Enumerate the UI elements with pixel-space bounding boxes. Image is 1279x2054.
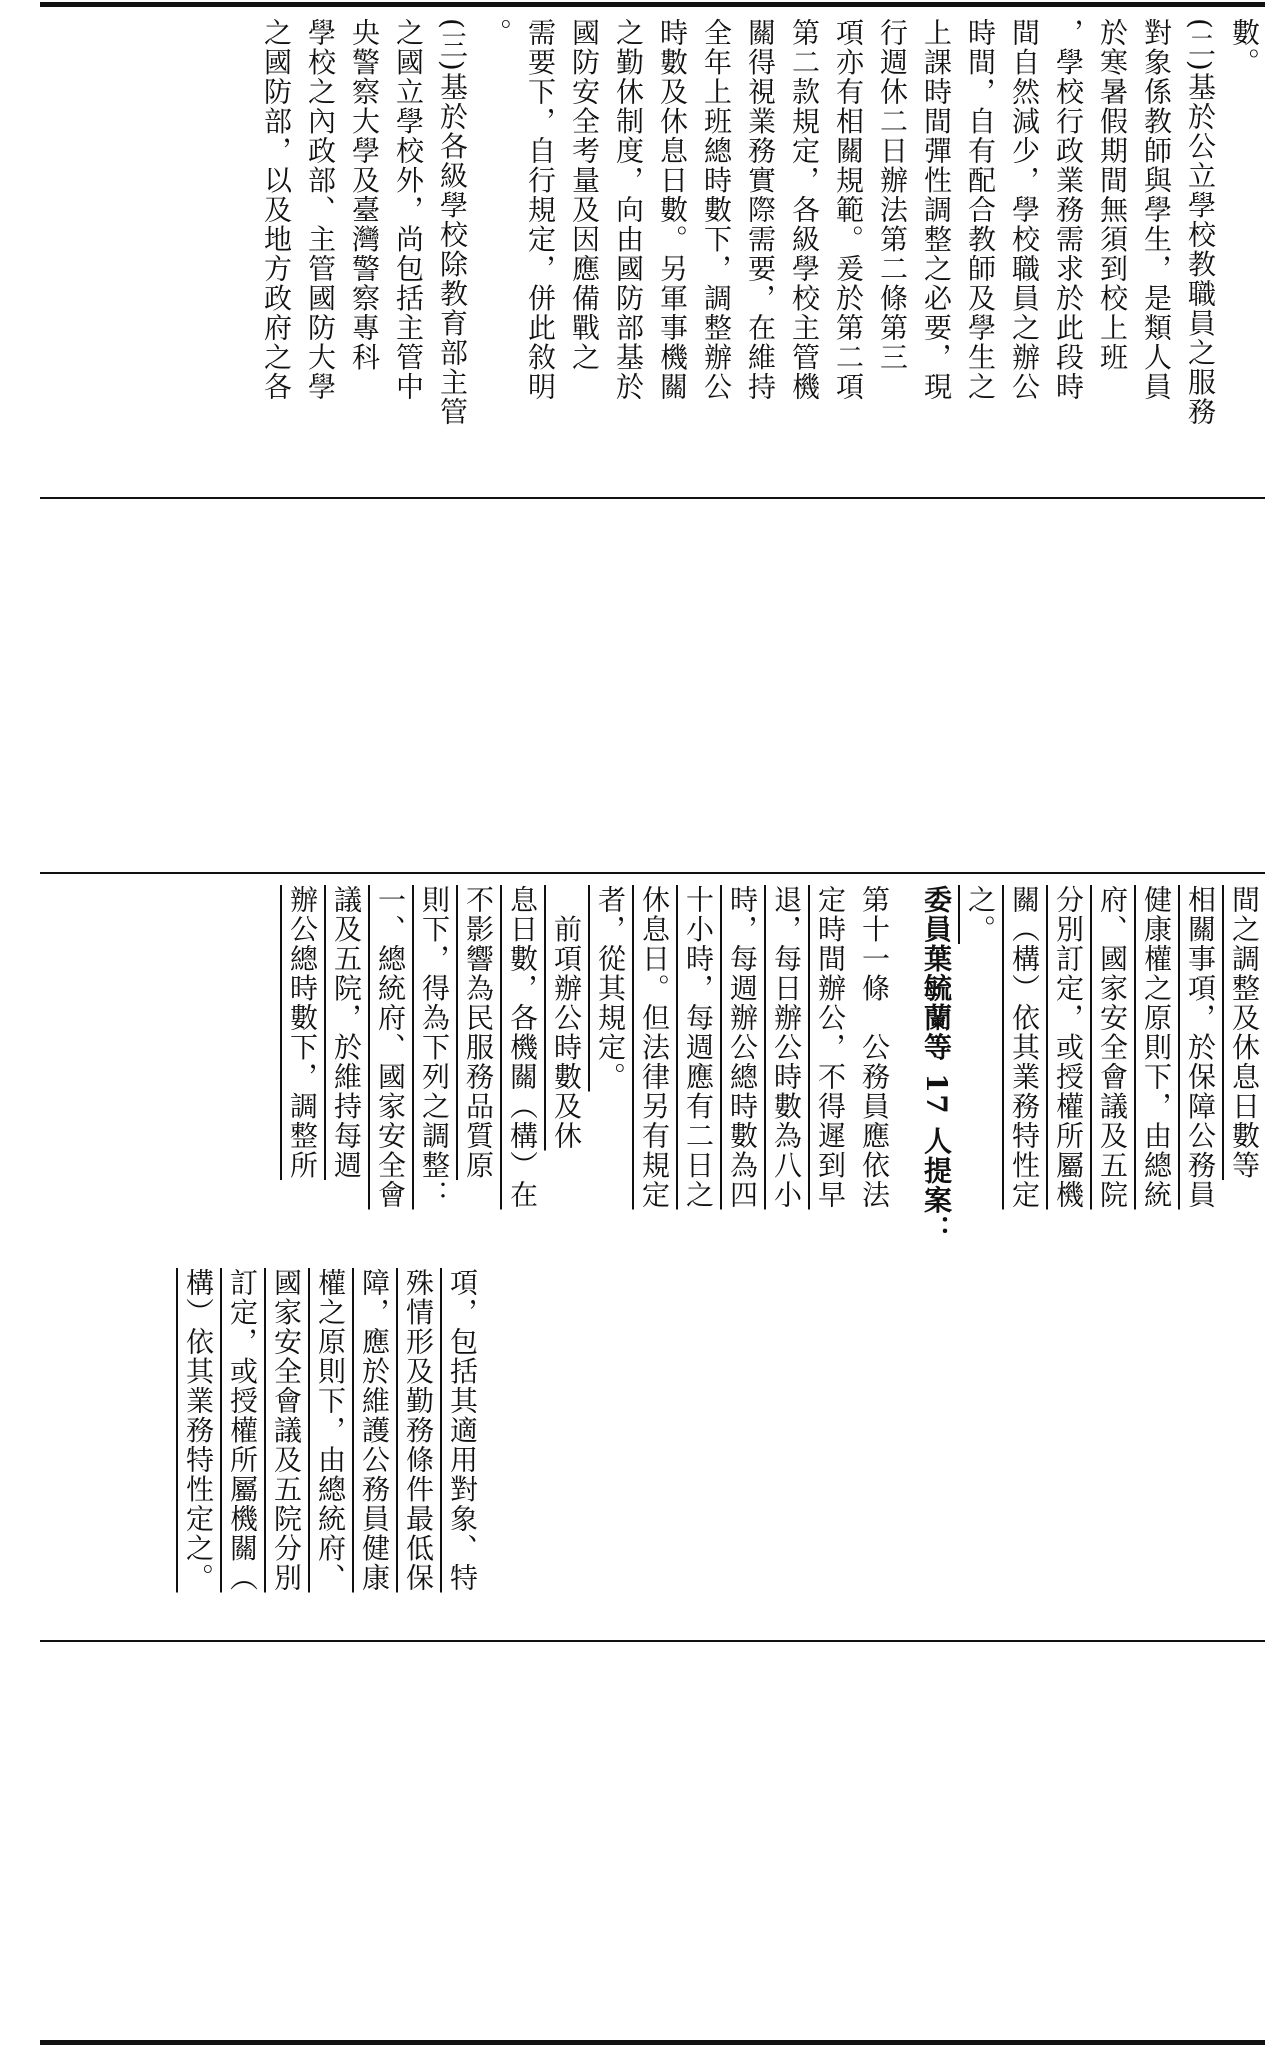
text-line: ，學校行政業務需求於此段時: [1052, 18, 1085, 402]
text-line: 者，從其規定。: [594, 885, 627, 1092]
text-line: 不影響為民服務品質原: [462, 885, 495, 1180]
text-line: 時，每週辦公總時數為四: [726, 885, 759, 1210]
text-line: 對象係教師與學生，是類人員: [1140, 18, 1173, 402]
text-line: 之勤休制度，向由國防部基於: [612, 18, 645, 402]
text-line: 間自然減少，學校職員之辦公: [1008, 18, 1041, 402]
text-line: 十小時，每週應有二日之: [682, 885, 715, 1210]
text-line: 時間，自有配合教師及學生之: [964, 18, 997, 402]
amendment-text-block: [44, 885, 1266, 1265]
text-line: 辦公總時數下，調整所: [286, 885, 319, 1180]
bottom-border: [40, 2040, 1265, 2045]
text-line: 第二款規定，各級學校主管機: [788, 18, 821, 402]
text-line: 息日數，各機關（構）在: [506, 885, 539, 1210]
text-line: 一、總統府、國家安全會: [374, 885, 407, 1210]
explanation-text-block: [44, 18, 1266, 488]
text-line: 健康權之原則下，由總統: [1140, 885, 1173, 1210]
text-line: 時數及休息日數。另軍事機關: [656, 18, 689, 402]
text-line: 休息日。但法律另有規定: [638, 885, 671, 1210]
text-line: 國防安全考量及因應備戰之: [568, 18, 601, 372]
text-line: 央警察大學及臺灣警察專科: [348, 18, 381, 372]
text-line: 之國立學校外，尚包括主管中: [392, 18, 425, 402]
text-line: 國家安全會議及五院分別: [270, 1268, 303, 1593]
text-line: 於寒暑假期間無須到校上班: [1096, 18, 1129, 372]
text-line: 定時間辦公，不得遲到早: [814, 885, 847, 1210]
text-line: 需要下，自行規定，併此敘明: [524, 18, 557, 402]
text-line: 關（構）依其業務特性定: [1008, 885, 1041, 1210]
row-divider-1: [40, 497, 1265, 499]
text-line: 全年上班總時數下，調整辦公: [700, 18, 733, 402]
text-line: 相關事項，於保障公務員: [1184, 885, 1217, 1210]
text-line: 構）依其業務特性定之。: [182, 1268, 215, 1593]
text-line: 數。: [1228, 18, 1261, 77]
text-line: 上課時間彈性調整之必要，現: [920, 18, 953, 402]
current-text-block: [44, 1268, 484, 1633]
text-line: 權之原則下，由總統府、: [314, 1268, 347, 1593]
text-line: 學校之內政部、主管國防大學: [304, 18, 337, 402]
text-line: 間之調整及休息日數等: [1228, 885, 1261, 1180]
text-line: 項，包括其適用對象、特: [446, 1268, 479, 1593]
text-line: 第十一條 公務員應依法: [858, 885, 891, 1210]
text-line: 。: [480, 18, 513, 48]
text-line: 障，應於維護公務員健康: [358, 1268, 391, 1593]
text-line: (二)基於公立學校教職員之服務: [1184, 18, 1217, 427]
text-line: 殊情形及勤務條件最低保: [402, 1268, 435, 1593]
text-line: 分別訂定，或授權所屬機: [1052, 885, 1085, 1210]
text-line: 關得視業務實際需要，在維持: [744, 18, 777, 402]
text-line: 之國防部，以及地方政府之各: [260, 18, 293, 402]
text-line: 項亦有相關規範。爰於第二項: [832, 18, 865, 402]
text-line: 訂定，或授權所屬機關（: [226, 1268, 259, 1593]
text-line: 之。: [964, 885, 997, 944]
proposal-title: 委員葉毓蘭等 17 人提案：: [920, 885, 953, 1245]
top-border: [40, 2, 1265, 7]
row-divider-2: [40, 872, 1265, 874]
text-line: (三)基於各級學校除教育部主管: [436, 18, 469, 427]
text-line: 府、國家安全會議及五院: [1096, 885, 1129, 1210]
text-line: 前項辦公時數及休: [550, 885, 583, 1151]
text-line: 則下，得為下列之調整：: [418, 885, 451, 1210]
row-divider-3: [40, 1640, 1265, 1642]
text-line: 議及五院，於維持每週: [330, 885, 363, 1180]
text-line: 退，每日辦公時數為八小: [770, 885, 803, 1210]
text-line: 行週休二日辦法第二條第三: [876, 18, 909, 372]
